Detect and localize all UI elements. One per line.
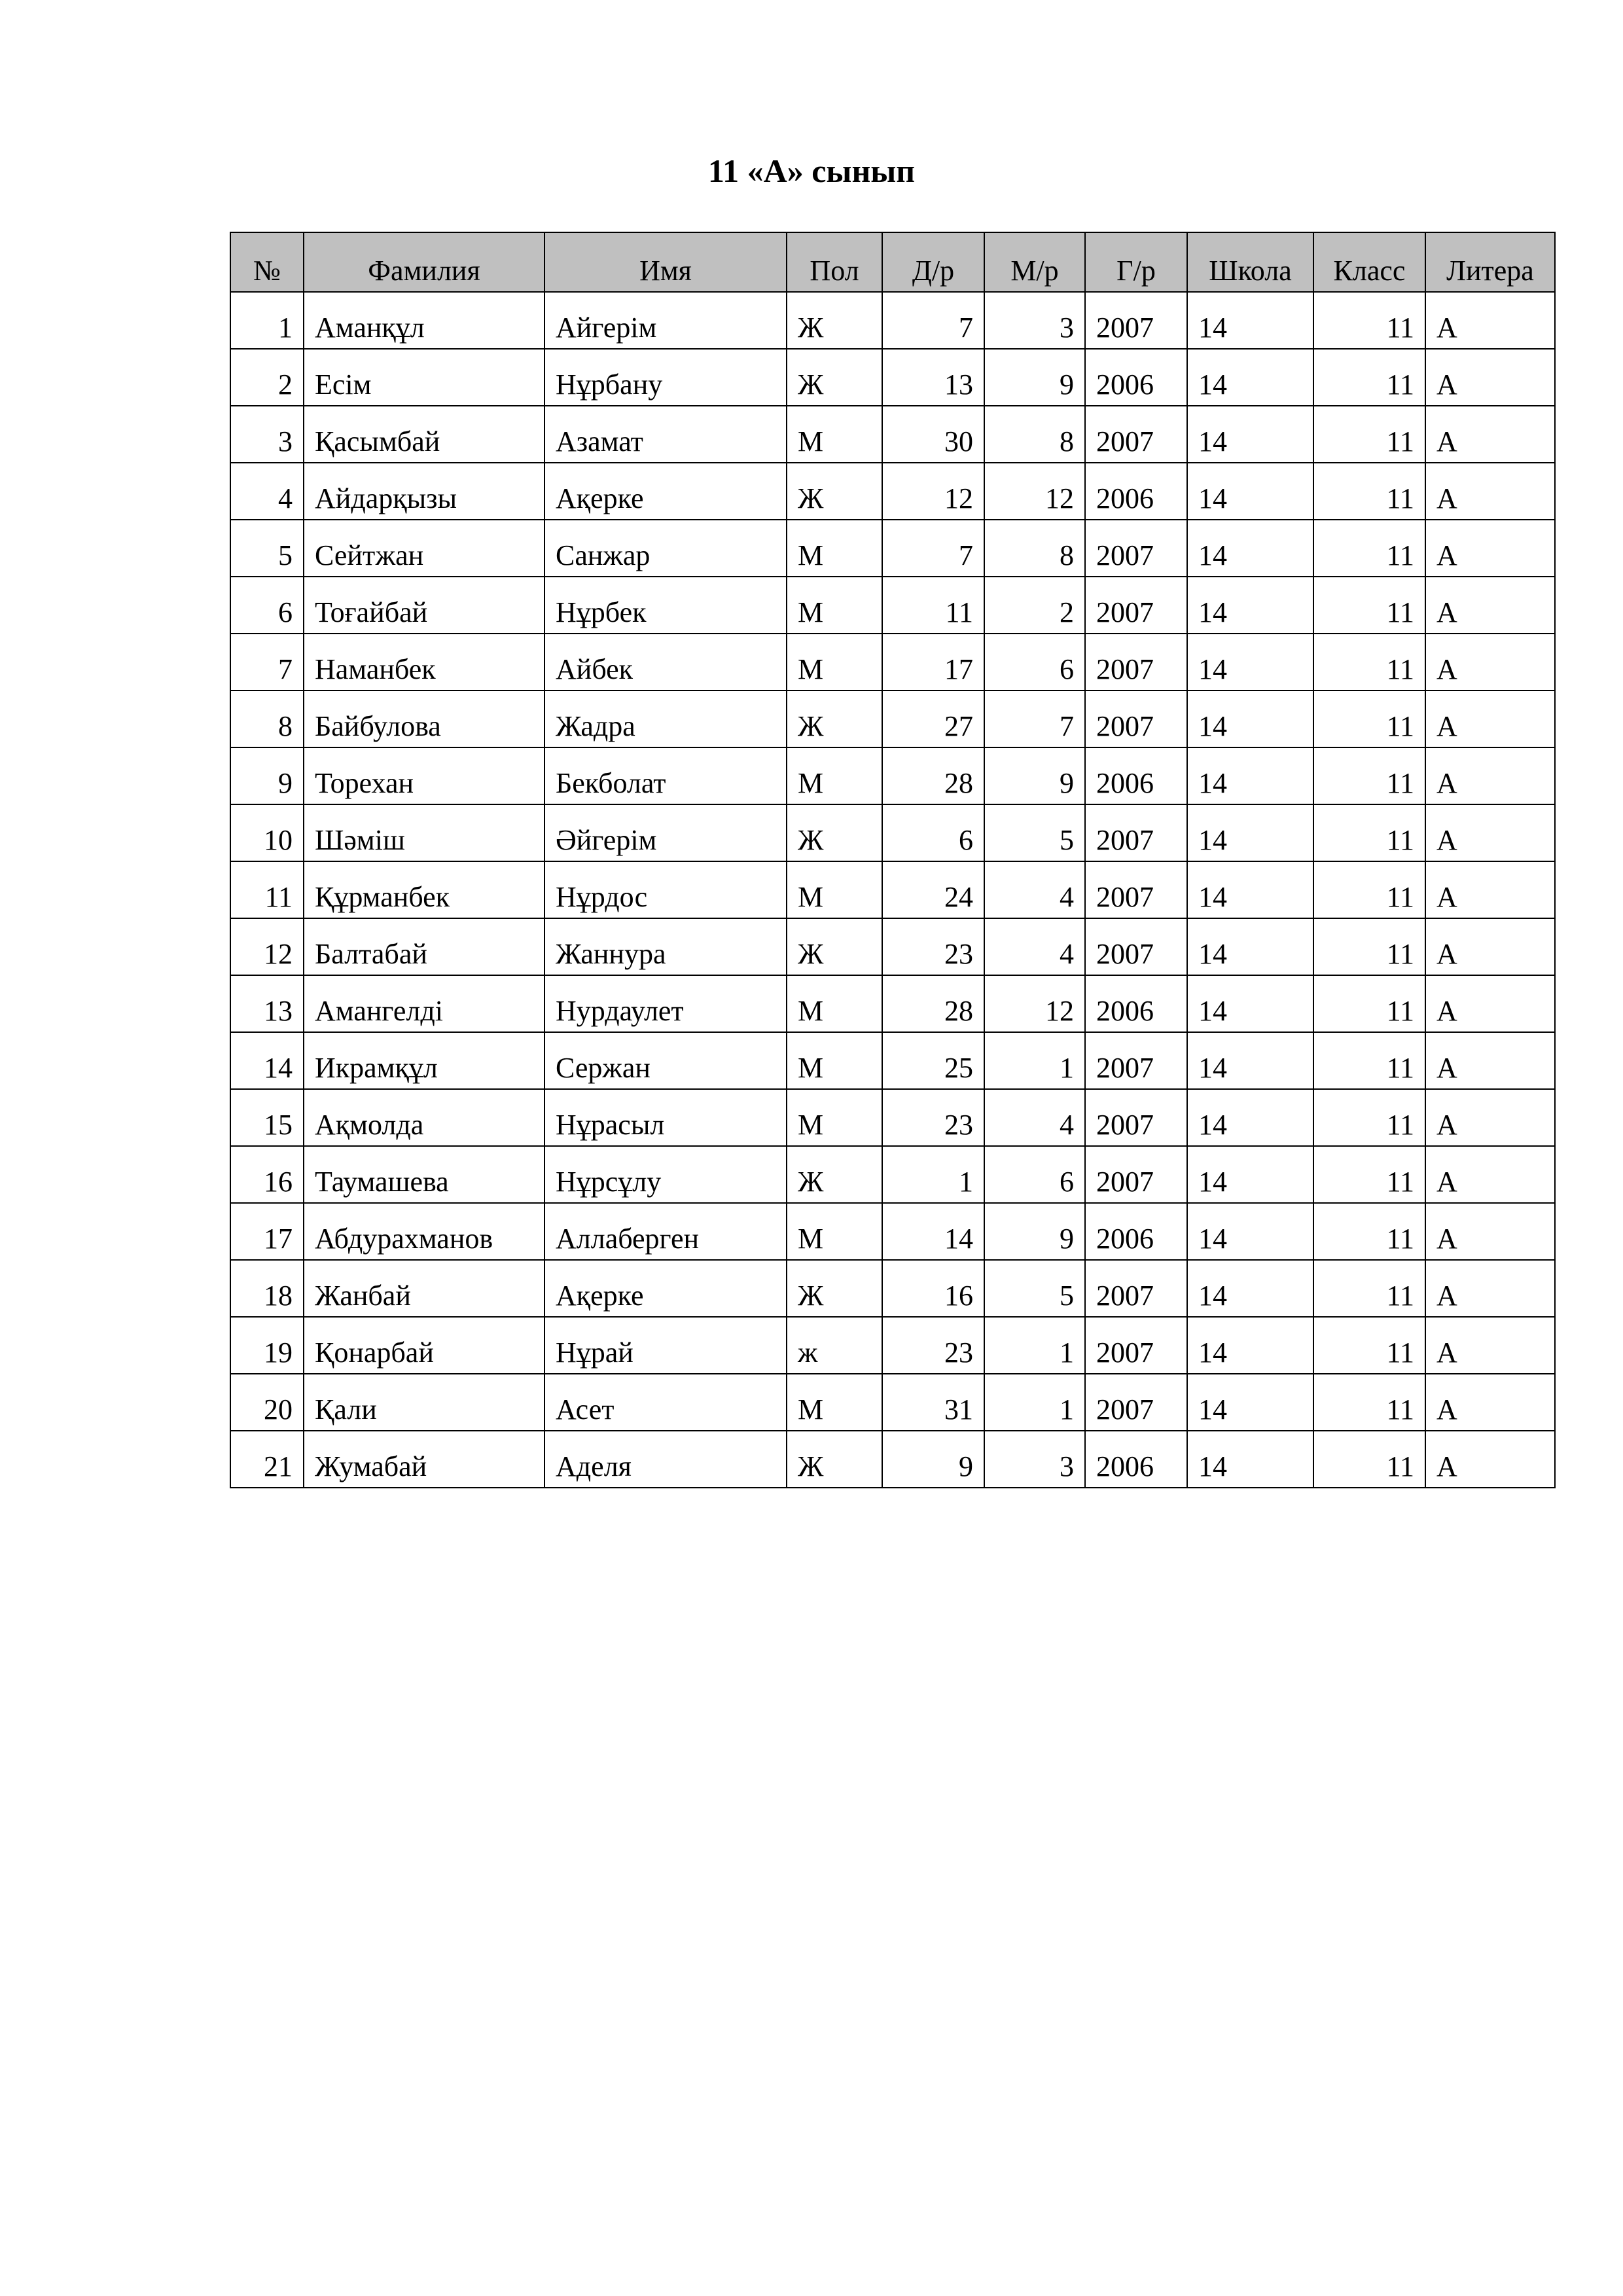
- cell-class: 11: [1313, 406, 1425, 463]
- cell-class: 11: [1313, 1317, 1425, 1374]
- cell-surname: Есім: [304, 349, 544, 406]
- cell-letter: А: [1425, 975, 1555, 1032]
- cell-school: 14: [1187, 1089, 1313, 1146]
- header-birth-month: М/р: [984, 232, 1085, 292]
- cell-gender: М: [787, 861, 882, 918]
- cell-birth-month: 4: [984, 918, 1085, 975]
- cell-school: 14: [1187, 975, 1313, 1032]
- cell-surname: Абдурахманов: [304, 1203, 544, 1260]
- cell-letter: А: [1425, 691, 1555, 747]
- cell-gender: Ж: [787, 349, 882, 406]
- cell-birth-month: 5: [984, 804, 1085, 861]
- cell-birth-month: 1: [984, 1317, 1085, 1374]
- cell-letter: А: [1425, 747, 1555, 804]
- cell-surname: Сейтжан: [304, 520, 544, 577]
- table-row: [230, 918, 1555, 975]
- cell-birth-year: 2007: [1085, 1260, 1187, 1317]
- cell-letter: А: [1425, 918, 1555, 975]
- cell-class: 11: [1313, 691, 1425, 747]
- cell-birth-day: 28: [882, 747, 984, 804]
- table-row: [230, 634, 1555, 691]
- table-row: [230, 747, 1555, 804]
- cell-birth-day: 24: [882, 861, 984, 918]
- cell-gender: Ж: [787, 1431, 882, 1488]
- cell-class: 11: [1313, 577, 1425, 634]
- cell-birth-year: 2006: [1085, 1431, 1187, 1488]
- cell-gender: М: [787, 634, 882, 691]
- cell-birth-year: 2007: [1085, 1089, 1187, 1146]
- header-gender: Пол: [787, 232, 882, 292]
- cell-birth-year: 2007: [1085, 577, 1187, 634]
- cell-birth-year: 2007: [1085, 520, 1187, 577]
- cell-birth-day: 9: [882, 1431, 984, 1488]
- cell-number: 8: [230, 691, 304, 747]
- cell-birth-day: 11: [882, 577, 984, 634]
- cell-school: 14: [1187, 1146, 1313, 1203]
- cell-gender: ж: [787, 1317, 882, 1374]
- cell-surname: Айдарқызы: [304, 463, 544, 520]
- cell-number: 12: [230, 918, 304, 975]
- cell-number: 10: [230, 804, 304, 861]
- cell-birth-year: 2006: [1085, 1203, 1187, 1260]
- cell-gender: М: [787, 1032, 882, 1089]
- cell-number: 2: [230, 349, 304, 406]
- table-row: [230, 1317, 1555, 1374]
- cell-birth-year: 2006: [1085, 349, 1187, 406]
- cell-school: 14: [1187, 1203, 1313, 1260]
- cell-letter: А: [1425, 1317, 1555, 1374]
- cell-gender: М: [787, 1203, 882, 1260]
- cell-letter: А: [1425, 804, 1555, 861]
- table-row: [230, 577, 1555, 634]
- cell-birth-day: 16: [882, 1260, 984, 1317]
- cell-name: Бекболат: [544, 747, 787, 804]
- cell-number: 1: [230, 292, 304, 349]
- cell-class: 11: [1313, 1146, 1425, 1203]
- cell-birth-month: 8: [984, 520, 1085, 577]
- header-number: №: [230, 232, 304, 292]
- header-birth-year: Г/р: [1085, 232, 1187, 292]
- cell-name: Нұрбану: [544, 349, 787, 406]
- table-header-row: [230, 232, 1555, 292]
- cell-surname: Жанбай: [304, 1260, 544, 1317]
- cell-birth-year: 2007: [1085, 1374, 1187, 1431]
- cell-birth-month: 3: [984, 1431, 1085, 1488]
- cell-birth-day: 1: [882, 1146, 984, 1203]
- cell-birth-month: 4: [984, 1089, 1085, 1146]
- cell-number: 3: [230, 406, 304, 463]
- cell-birth-day: 7: [882, 292, 984, 349]
- cell-surname: Ақмолда: [304, 1089, 544, 1146]
- cell-number: 19: [230, 1317, 304, 1374]
- cell-number: 9: [230, 747, 304, 804]
- cell-birth-month: 4: [984, 861, 1085, 918]
- cell-name: Сержан: [544, 1032, 787, 1089]
- cell-number: 5: [230, 520, 304, 577]
- cell-surname: Таумашева: [304, 1146, 544, 1203]
- cell-surname: Икрамқұл: [304, 1032, 544, 1089]
- cell-birth-month: 5: [984, 1260, 1085, 1317]
- cell-school: 14: [1187, 634, 1313, 691]
- cell-name: Нұрсұлу: [544, 1146, 787, 1203]
- cell-school: 14: [1187, 1260, 1313, 1317]
- cell-name: Азамат: [544, 406, 787, 463]
- cell-name: Әйгерім: [544, 804, 787, 861]
- cell-surname: Шәміш: [304, 804, 544, 861]
- cell-birth-day: 28: [882, 975, 984, 1032]
- cell-number: 7: [230, 634, 304, 691]
- cell-birth-day: 30: [882, 406, 984, 463]
- cell-birth-day: 7: [882, 520, 984, 577]
- cell-letter: А: [1425, 349, 1555, 406]
- cell-birth-year: 2007: [1085, 292, 1187, 349]
- cell-school: 14: [1187, 463, 1313, 520]
- cell-letter: А: [1425, 1374, 1555, 1431]
- table-row: [230, 1089, 1555, 1146]
- cell-school: 14: [1187, 861, 1313, 918]
- cell-class: 11: [1313, 634, 1425, 691]
- cell-name: Нұрай: [544, 1317, 787, 1374]
- cell-letter: А: [1425, 406, 1555, 463]
- cell-name: Жадра: [544, 691, 787, 747]
- cell-gender: Ж: [787, 463, 882, 520]
- cell-number: 20: [230, 1374, 304, 1431]
- table-row: [230, 463, 1555, 520]
- cell-birth-year: 2006: [1085, 747, 1187, 804]
- cell-surname: Қонарбай: [304, 1317, 544, 1374]
- cell-number: 15: [230, 1089, 304, 1146]
- header-name: Имя: [544, 232, 787, 292]
- cell-birth-day: 12: [882, 463, 984, 520]
- cell-letter: А: [1425, 1089, 1555, 1146]
- cell-class: 11: [1313, 1089, 1425, 1146]
- cell-surname: Торехан: [304, 747, 544, 804]
- table-row: [230, 975, 1555, 1032]
- cell-school: 14: [1187, 1374, 1313, 1431]
- cell-birth-month: 6: [984, 1146, 1085, 1203]
- cell-class: 11: [1313, 292, 1425, 349]
- cell-surname: Байбулова: [304, 691, 544, 747]
- cell-birth-month: 12: [984, 975, 1085, 1032]
- table-row: [230, 1431, 1555, 1488]
- cell-birth-year: 2007: [1085, 1317, 1187, 1374]
- cell-school: 14: [1187, 292, 1313, 349]
- cell-gender: М: [787, 1374, 882, 1431]
- cell-surname: Наманбек: [304, 634, 544, 691]
- cell-birth-year: 2006: [1085, 975, 1187, 1032]
- cell-class: 11: [1313, 1032, 1425, 1089]
- cell-letter: А: [1425, 1032, 1555, 1089]
- table-row: [230, 861, 1555, 918]
- cell-gender: М: [787, 406, 882, 463]
- cell-gender: Ж: [787, 918, 882, 975]
- cell-school: 14: [1187, 520, 1313, 577]
- header-letter: Литера: [1425, 232, 1555, 292]
- header-surname: Фамилия: [304, 232, 544, 292]
- table-row: [230, 349, 1555, 406]
- cell-name: Аделя: [544, 1431, 787, 1488]
- cell-school: 14: [1187, 349, 1313, 406]
- cell-school: 14: [1187, 804, 1313, 861]
- cell-number: 14: [230, 1032, 304, 1089]
- cell-class: 11: [1313, 463, 1425, 520]
- cell-number: 16: [230, 1146, 304, 1203]
- cell-gender: Ж: [787, 292, 882, 349]
- cell-letter: А: [1425, 292, 1555, 349]
- cell-class: 11: [1313, 1203, 1425, 1260]
- cell-birth-month: 12: [984, 463, 1085, 520]
- table-row: [230, 1032, 1555, 1089]
- cell-number: 4: [230, 463, 304, 520]
- cell-name: Нұрдос: [544, 861, 787, 918]
- table-row: [230, 1260, 1555, 1317]
- cell-name: Ақерке: [544, 463, 787, 520]
- table-row: [230, 804, 1555, 861]
- cell-surname: Тоғайбай: [304, 577, 544, 634]
- cell-birth-month: 7: [984, 691, 1085, 747]
- cell-school: 14: [1187, 1032, 1313, 1089]
- cell-gender: Ж: [787, 1260, 882, 1317]
- cell-class: 11: [1313, 747, 1425, 804]
- cell-birth-month: 9: [984, 747, 1085, 804]
- cell-name: Нурдаулет: [544, 975, 787, 1032]
- cell-class: 11: [1313, 349, 1425, 406]
- cell-name: Айбек: [544, 634, 787, 691]
- cell-gender: М: [787, 747, 882, 804]
- cell-birth-year: 2007: [1085, 691, 1187, 747]
- cell-class: 11: [1313, 1374, 1425, 1431]
- cell-surname: Қасымбай: [304, 406, 544, 463]
- cell-gender: М: [787, 577, 882, 634]
- cell-class: 11: [1313, 1260, 1425, 1317]
- cell-letter: А: [1425, 634, 1555, 691]
- cell-name: Нұрбек: [544, 577, 787, 634]
- table-row: [230, 691, 1555, 747]
- cell-birth-year: 2007: [1085, 861, 1187, 918]
- table-row: [230, 292, 1555, 349]
- cell-birth-month: 6: [984, 634, 1085, 691]
- table-row: [230, 520, 1555, 577]
- cell-birth-year: 2007: [1085, 1146, 1187, 1203]
- cell-number: 21: [230, 1431, 304, 1488]
- cell-name: Нұрасыл: [544, 1089, 787, 1146]
- cell-school: 14: [1187, 577, 1313, 634]
- cell-gender: М: [787, 1089, 882, 1146]
- cell-birth-year: 2007: [1085, 406, 1187, 463]
- cell-birth-day: 13: [882, 349, 984, 406]
- cell-letter: А: [1425, 1260, 1555, 1317]
- cell-birth-year: 2007: [1085, 918, 1187, 975]
- cell-number: 17: [230, 1203, 304, 1260]
- cell-number: 6: [230, 577, 304, 634]
- cell-surname: Қали: [304, 1374, 544, 1431]
- cell-school: 14: [1187, 1317, 1313, 1374]
- cell-birth-month: 9: [984, 349, 1085, 406]
- table-row: [230, 1374, 1555, 1431]
- cell-number: 18: [230, 1260, 304, 1317]
- cell-birth-month: 8: [984, 406, 1085, 463]
- cell-gender: М: [787, 520, 882, 577]
- cell-gender: М: [787, 975, 882, 1032]
- cell-letter: А: [1425, 1431, 1555, 1488]
- cell-surname: Жумабай: [304, 1431, 544, 1488]
- cell-birth-month: 2: [984, 577, 1085, 634]
- cell-surname: Амангелді: [304, 975, 544, 1032]
- student-table: [230, 232, 1556, 1488]
- cell-birth-month: 9: [984, 1203, 1085, 1260]
- header-school: Школа: [1187, 232, 1313, 292]
- cell-name: Санжар: [544, 520, 787, 577]
- cell-birth-day: 23: [882, 918, 984, 975]
- cell-number: 11: [230, 861, 304, 918]
- cell-name: Айгерім: [544, 292, 787, 349]
- cell-surname: Балтабай: [304, 918, 544, 975]
- table-row: [230, 1146, 1555, 1203]
- cell-birth-month: 3: [984, 292, 1085, 349]
- cell-letter: А: [1425, 1203, 1555, 1260]
- table-row: [230, 1203, 1555, 1260]
- cell-birth-day: 27: [882, 691, 984, 747]
- cell-birth-day: 17: [882, 634, 984, 691]
- cell-birth-day: 23: [882, 1089, 984, 1146]
- cell-birth-year: 2007: [1085, 634, 1187, 691]
- header-birth-day: Д/р: [882, 232, 984, 292]
- cell-birth-year: 2006: [1085, 463, 1187, 520]
- page-title: 11 «А» сынып: [707, 152, 916, 189]
- cell-surname: Аманқұл: [304, 292, 544, 349]
- cell-name: Асет: [544, 1374, 787, 1431]
- cell-school: 14: [1187, 691, 1313, 747]
- cell-letter: А: [1425, 1146, 1555, 1203]
- cell-school: 14: [1187, 918, 1313, 975]
- cell-birth-day: 23: [882, 1317, 984, 1374]
- cell-birth-day: 6: [882, 804, 984, 861]
- cell-school: 14: [1187, 1431, 1313, 1488]
- cell-birth-day: 31: [882, 1374, 984, 1431]
- cell-letter: А: [1425, 861, 1555, 918]
- cell-name: Ақерке: [544, 1260, 787, 1317]
- cell-letter: А: [1425, 577, 1555, 634]
- cell-gender: Ж: [787, 691, 882, 747]
- table-row: [230, 406, 1555, 463]
- cell-school: 14: [1187, 747, 1313, 804]
- cell-class: 11: [1313, 1431, 1425, 1488]
- cell-class: 11: [1313, 975, 1425, 1032]
- cell-class: 11: [1313, 804, 1425, 861]
- cell-letter: А: [1425, 520, 1555, 577]
- cell-letter: А: [1425, 463, 1555, 520]
- cell-birth-year: 2007: [1085, 804, 1187, 861]
- cell-name: Жаннура: [544, 918, 787, 975]
- cell-class: 11: [1313, 520, 1425, 577]
- cell-surname: Құрманбек: [304, 861, 544, 918]
- cell-birth-day: 25: [882, 1032, 984, 1089]
- cell-birth-year: 2007: [1085, 1032, 1187, 1089]
- cell-gender: Ж: [787, 1146, 882, 1203]
- cell-name: Аллаберген: [544, 1203, 787, 1260]
- cell-birth-day: 14: [882, 1203, 984, 1260]
- cell-birth-month: 1: [984, 1032, 1085, 1089]
- cell-class: 11: [1313, 918, 1425, 975]
- cell-school: 14: [1187, 406, 1313, 463]
- header-class: Класс: [1313, 232, 1425, 292]
- cell-class: 11: [1313, 861, 1425, 918]
- cell-birth-month: 1: [984, 1374, 1085, 1431]
- cell-gender: Ж: [787, 804, 882, 861]
- cell-number: 13: [230, 975, 304, 1032]
